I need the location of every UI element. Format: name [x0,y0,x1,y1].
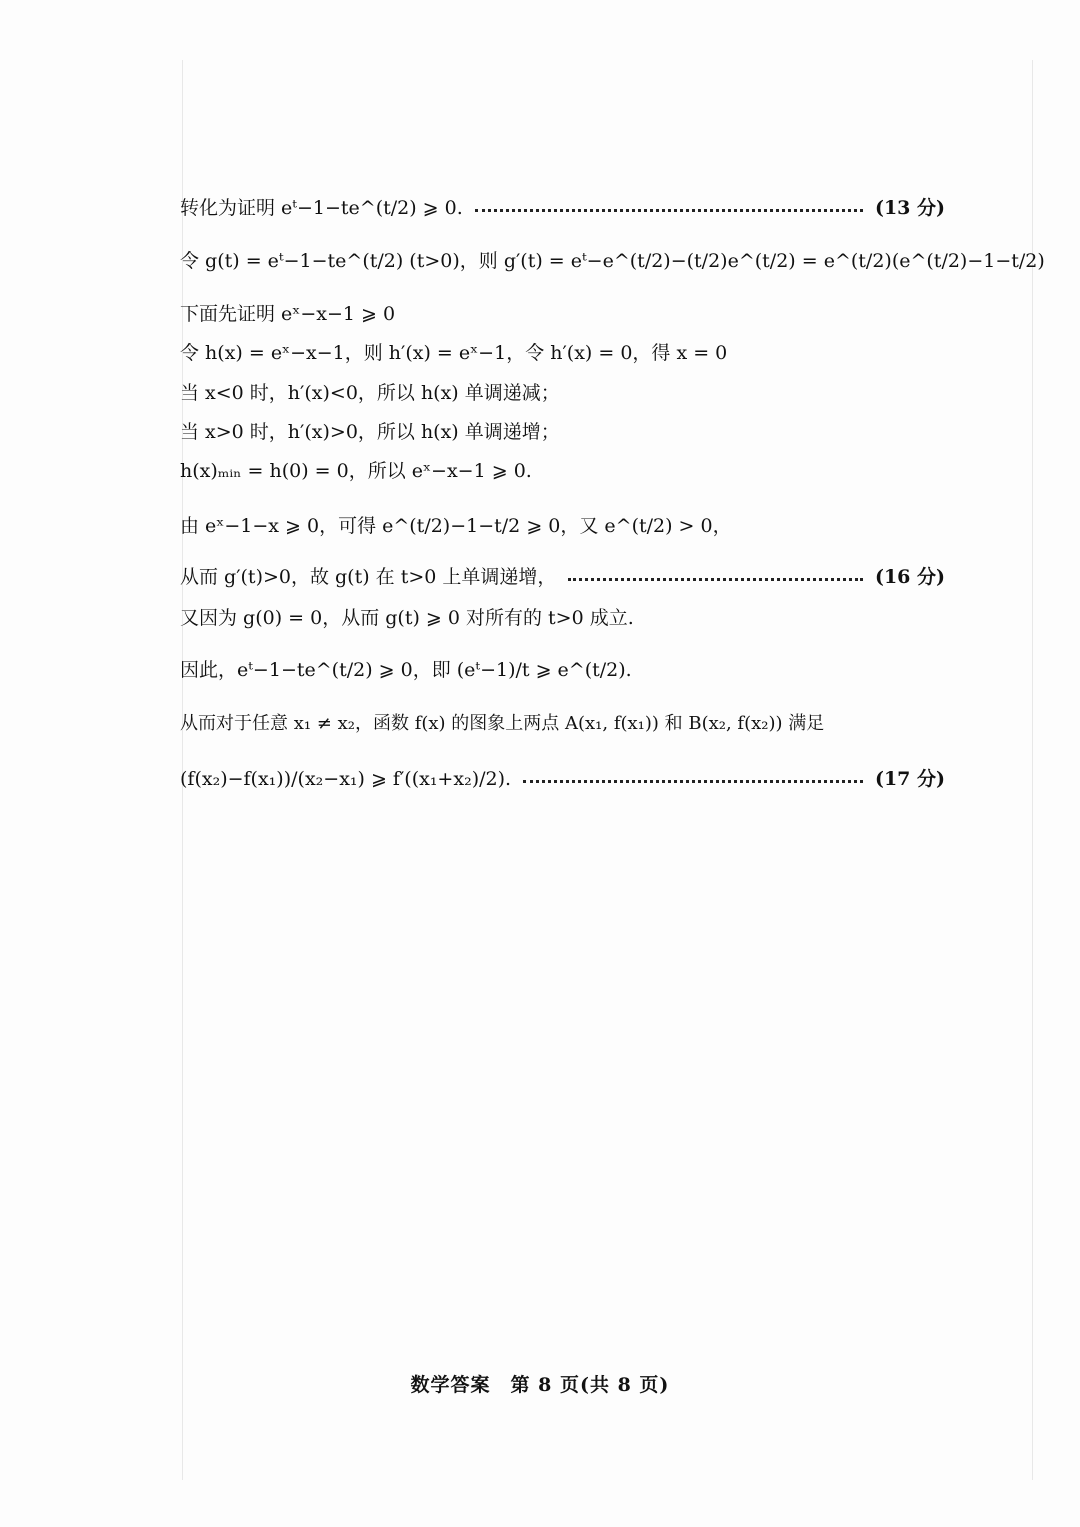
step-line-6 [180,418,945,446]
step-line-10 [180,604,945,632]
step-line-5 [180,379,945,407]
step-line-7 [180,457,945,485]
dot-leader [568,578,863,581]
step-text: (f(x₂)−f(x₁))/(x₂−x₁) ⩾ f′((x₁+x₂)/2). [180,768,512,790]
step-text: 转化为证明 eᵗ−1−te^(t/2) ⩾ 0. [180,197,463,219]
score-mark: (17 分) [874,768,945,790]
page-footer: 数学答案 第 8 页(共 8 页) [410,1374,670,1396]
step-line-12 [180,710,945,738]
step-text: 由 eˣ−1−x ⩾ 0，可得 e^(t/2)−1−t/2 ⩾ 0，又 e^(t/2) > 0， [180,515,732,537]
step-line-3 [180,300,945,328]
step-line-2 [180,247,1045,275]
step-text: 因此，eᵗ−1−te^(t/2) ⩾ 0，即 (eᵗ−1)/t ⩾ e^(t/2). [180,659,632,681]
step-text: 从而 g′(t)>0，故 g(t) 在 t>0 上单调递增， [180,566,557,588]
step-line-8 [180,512,945,540]
step-text: 当 x>0 时，h′(x)>0，所以 h(x) 单调递增； [180,421,560,443]
step-text: h(x)ₘᵢₙ = h(0) = 0，所以 eˣ−x−1 ⩾ 0. [180,460,532,482]
step-text: 令 g(t) = eᵗ−1−te^(t/2) (t>0)，则 g′(t) = eᵗ−e^(t/2)−(t/2)e^(t/2) = e^(t/2)(e^(t/2)−1−t/2) [180,250,1045,272]
step-text: 又因为 g(0) = 0，从而 g(t) ⩾ 0 对所有的 t>0 成立. [180,607,634,629]
dot-leader [475,209,863,212]
dot-leader [523,780,863,783]
step-line-4 [180,339,945,367]
step-line-9 [180,563,945,591]
step-line-11 [180,656,945,684]
step-text: 令 h(x) = eˣ−x−1，则 h′(x) = eˣ−1，令 h′(x) = 0，得 x = 0 [180,342,728,364]
step-line-13 [180,765,945,793]
step-text: 从而对于任意 x₁ ≠ x₂，函数 f(x) 的图象上两点 A(x₁, f(x₁)) 和 B(x₂, f(x₂)) 满足 [180,713,825,734]
score-mark: (16 分) [874,566,945,588]
step-line-1 [180,194,945,222]
score-mark: (13 分) [874,197,945,219]
step-text: 当 x<0 时，h′(x)<0，所以 h(x) 单调递减； [180,382,560,404]
step-text: 下面先证明 eˣ−x−1 ⩾ 0 [180,303,396,325]
